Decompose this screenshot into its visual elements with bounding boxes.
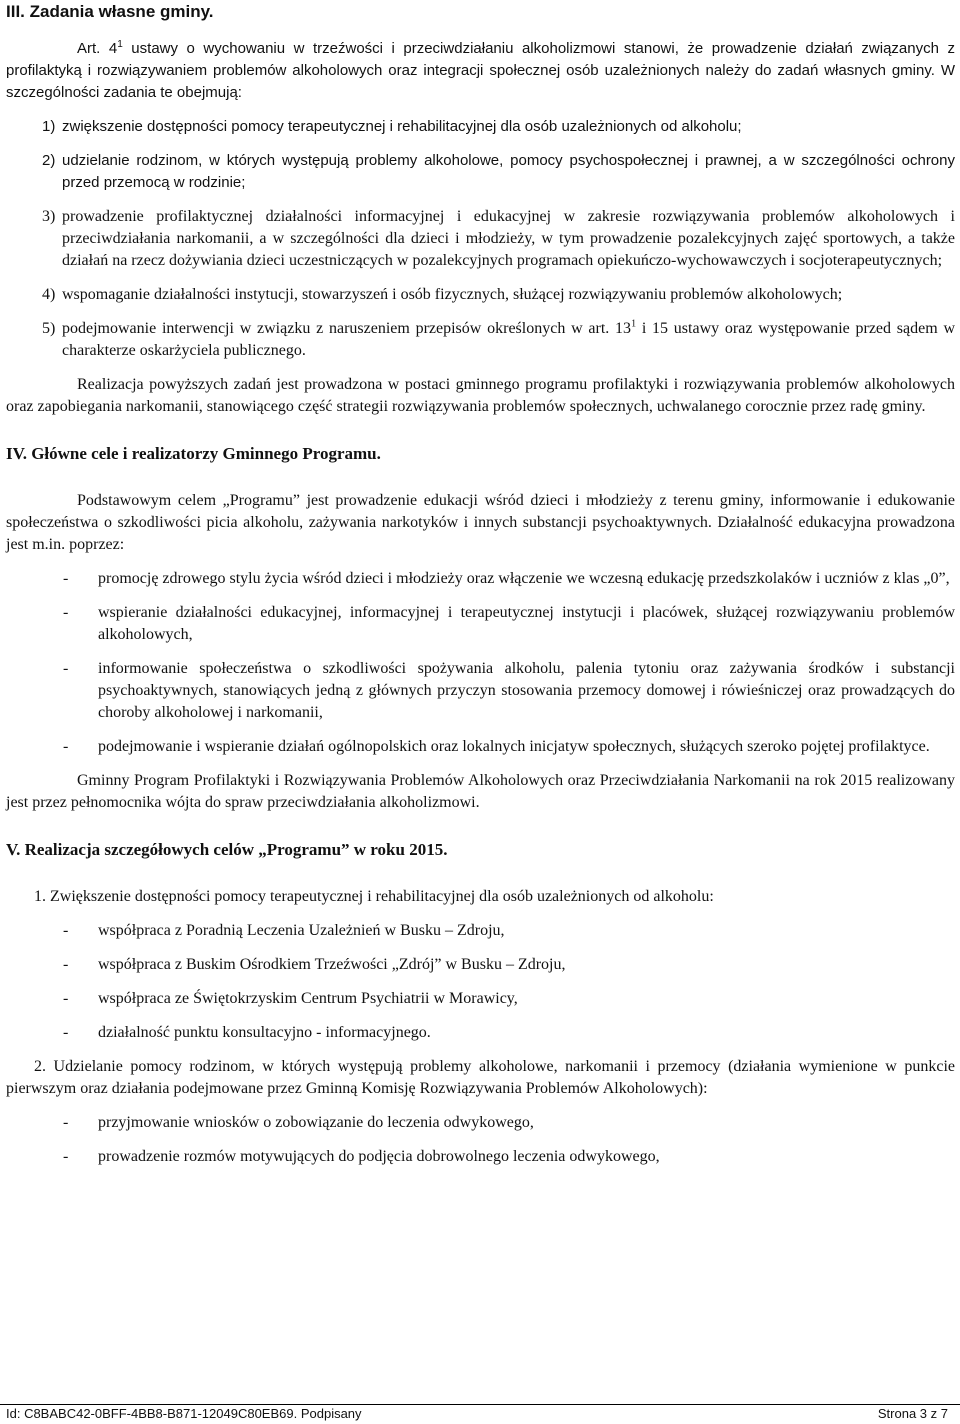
cooperation-bullet-2: - współpraca z Buskim Ośrodkiem Trzeźwości „Zdrój” w Busku – Zdroju, (63, 956, 566, 973)
article-ref-sup: 1 (117, 39, 123, 50)
family-bullet-2: - prowadzenie rozmów motywujących do podjęcia dobrowolnego leczenia odwykowego, (63, 1148, 660, 1165)
goal-bullet-3: - informowanie społeczeństwa o szkodliwości spożywania alkoholu, palenia tytoniu oraz zażywania środków i substancji psychoaktywnych, stanowiących jedną z głównych przyczyn stosowania przemocy domowej i rówieśniczej oraz prowadzących do choroby alkoholowej i narkomanii, (63, 660, 955, 721)
page-number: Strona 3 z 7 (877, 1406, 948, 1421)
document-body (6, 38, 955, 1168)
section-5-heading: V. Realizacja szczegółowych celów „Programu” w roku 2015. (6, 840, 448, 859)
section-4-closing: Gminny Program Profilaktyki i Rozwiązywania Problemów Alkoholowych oraz Przeciwdziałania Narkomanii na rok 2015 realizowany jest przez pełnomocnika wójta do spraw przeciwdziałania alkoholizmowi. (6, 772, 955, 811)
detail-item-2: 2. Udzielanie pomocy rodzinom, w których występują problemy alkoholowe, narkomanii i przemocy (działania wymienione w punkcie pierwszym oraz działania podejmowane przez Gminną Komisję Rozwiązywania Problemów Alkoholowych): (6, 1058, 955, 1097)
goal-bullet-2: - wspieranie działalności edukacyjnej, informacyjnej i terapeutycznej instytucji i placówek, służącej rozwiązywaniu problemów alkoholowych, (63, 604, 955, 643)
section-4-intro: Podstawowym celem „Programu” jest prowadzenie edukacji wśród dzieci i młodzieży z terenu gminy, informowanie i edukowanie społeczeństwa o szkodliwości picia alkoholu, zażywania narkotyków i innych substancji psychoaktywnych. Działalność edukacyjna prowadzona jest m.in. poprzez: (6, 492, 955, 553)
task-item-5: 5) podejmowanie interwencji w związku z naruszeniem przepisów określonych w art. $13^1$ i 15 ustawy oraz występowanie przed sądem w charakterze oskarżyciela publicznego. (42, 318, 956, 359)
goal-bullet-4: - podejmowanie i wspieranie działań ogólnopolskich oraz lokalnych inicjatyw społecznych, służących szeroko pojętej profilaktyce. (63, 738, 930, 755)
cooperation-bullet-3: - współpraca ze Świętokrzyskim Centrum Psychiatrii w Morawicy, (63, 990, 518, 1007)
task-item-1: 1) zwiększenie dostępności pomocy terapeutycznej i rehabilitacyjnej dla osób uzależnionych od alkoholu; (42, 118, 742, 135)
section-3-intro (6, 38, 955, 104)
task-item-3: 3) prowadzenie profilaktycznej działalności informacyjnej i edukacyjnej w zakresie rozwiązywania problemów alkoholowych i przeciwdziałania narkomanii, a w szczególności dla dzieci i młodzieży, w tym prowadzenie pozalekcyjnych zajęć sportowych, a także działań na rzecz dożywiania dzieci uczestniczących w pozalekcyjnych programach opiekuńczo-wychowawczych i socjoterapeutycznych; (42, 208, 955, 269)
article-ref: Art. 4 (77, 40, 118, 57)
cooperation-bullet-4: - działalność punktu konsultacyjno - informacyjnego. (63, 1024, 431, 1041)
task-item-2: 2) udzielanie rodzinom, w których występują problemy alkoholowe, pomocy psychospołecznej i prawnej, a w szczególności ochrony przed przemocą w rodzinie; (42, 152, 955, 191)
family-bullet-1: - przyjmowanie wniosków o zobowiązanie do leczenia odwykowego, (63, 1114, 534, 1131)
task-item-4: 4) wspomaganie działalności instytucji, stowarzyszeń i osób fizycznych, służącej rozwiązywaniu problemów alkoholowych; (42, 286, 843, 303)
page-footer (0, 1404, 960, 1424)
section-4-heading: IV. Główne cele i realizatorzy Gminnego Programu. (6, 444, 381, 463)
document-id: Id: C8BABC42-0BFF-4BB8-B871-12049C80EB69. Podpisany (6, 1406, 362, 1421)
section-3-heading: III. Zadania własne gminy. (6, 2, 214, 21)
section-3-closing: Realizacja powyższych zadań jest prowadzona w postaci gminnego programu profilaktyki i rozwiązywania problemów alkoholowych oraz zapobiegania narkomanii, stanowiącego część strategii rozwiązywania problemów społecznych, uchwalanego corocznie przez radę gminy. (6, 376, 955, 415)
detail-item-1: 1. Zwiększenie dostępności pomocy terapeutycznej i rehabilitacyjnej dla osób uzależnionych od alkoholu: (34, 888, 714, 905)
cooperation-bullet-1: - współpraca z Poradnią Leczenia Uzależnień w Busku – Zdroju, (63, 922, 505, 939)
goal-bullet-1: - promocję zdrowego stylu życia wśród dzieci i młodzieży oraz włączenie we wczesną edukację przedszkolaków i uczniów z klas „0”, (63, 570, 950, 587)
section-3-intro-text: ustawy o wychowaniu w trzeźwości i przeciwdziałaniu alkoholizmowi stanowi, że prowadzenie działań związanych z profilaktyką i rozwiązywaniem problemów alkoholowych oraz integracji społecznej osób uzależnionych należy do zadań własnych gminy. W szczególności zadania te obejmują: (6, 40, 955, 101)
